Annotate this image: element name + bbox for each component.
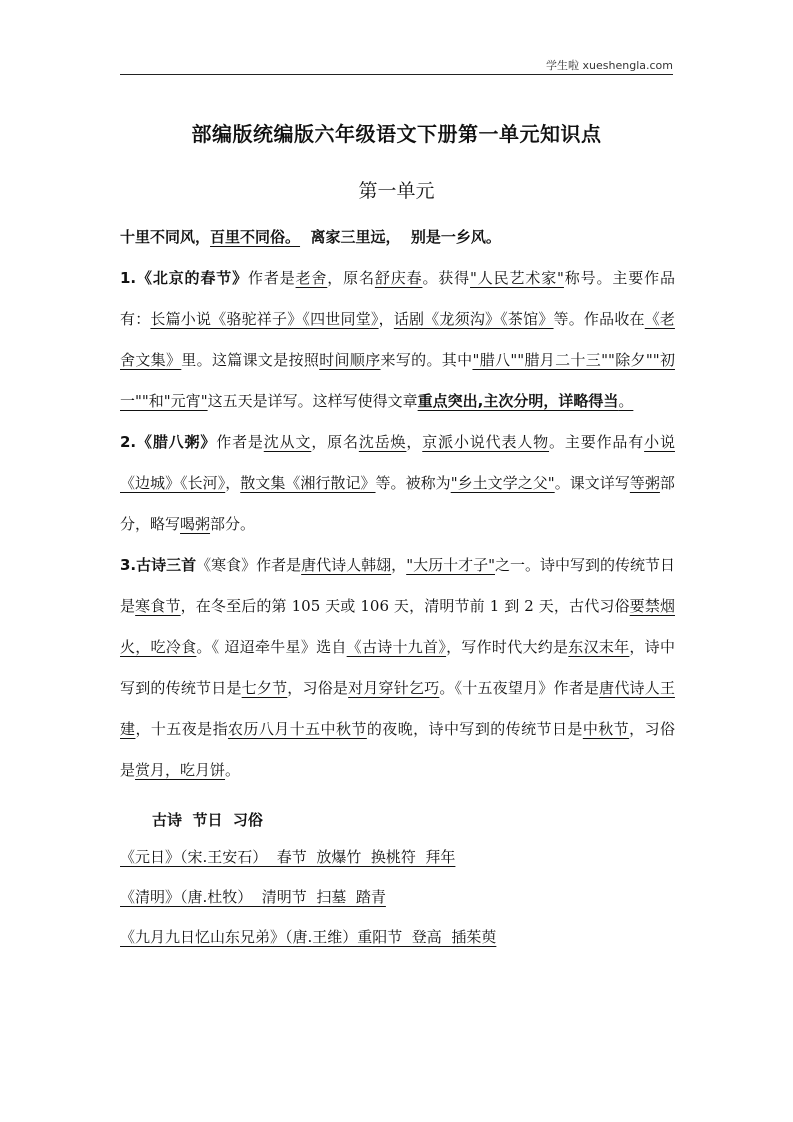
lesson-heading: 2.《腊八粥》: [120, 433, 217, 451]
text: 。: [618, 392, 634, 410]
text: 这五天是详写。这样写使得文章: [207, 392, 418, 410]
key-term: 对月穿针乞巧: [348, 679, 440, 697]
text: ，: [225, 474, 241, 492]
proverb-part: 百里不同俗。: [210, 228, 301, 246]
poem-table-header: 古诗 节日 习俗: [152, 811, 263, 829]
key-term: 《古诗十九首》: [346, 638, 447, 656]
paragraph-three-ancient-poems: [120, 545, 675, 791]
text: 部分，略写: [120, 474, 675, 533]
lesson-heading: 3.古诗三首: [120, 556, 197, 574]
text: ，诗中写到的传统节日是: [120, 638, 675, 697]
key-term: 沈从文: [263, 433, 312, 451]
text: 。《 迢迢牵牛星》选自: [196, 638, 347, 656]
key-term: 等粥: [629, 474, 660, 492]
text: 的夜晚，诗中写到的传统节日是: [366, 720, 583, 738]
text: ，: [406, 433, 423, 451]
document-body: [120, 222, 675, 965]
key-term: 喝粥: [180, 515, 211, 533]
text: ，原名: [311, 433, 359, 451]
text: ，: [378, 310, 394, 328]
key-term: 赏月，吃月饼: [135, 761, 226, 779]
text: 里。这篇课文是按照: [181, 351, 320, 369]
text: 。获得: [422, 269, 471, 287]
key-term: "大历十才子": [406, 556, 495, 574]
key-term: "人民艺术家": [470, 269, 564, 287]
text: 称号。主要作品有：: [120, 269, 675, 328]
key-term: 农历八月十五中秋节: [228, 720, 367, 738]
key-term: 唐代诗人王建: [120, 679, 675, 738]
text: 。: [225, 761, 241, 779]
proverb-part: 离家三里远，: [300, 228, 401, 246]
key-term: 小说《边城》《长河》: [120, 433, 675, 492]
text: 之一。诗中写到的传统节日是: [120, 556, 676, 615]
text: 来写的。其中: [380, 351, 473, 369]
key-term: 京派小说代表人物: [422, 433, 550, 451]
header-divider: [120, 74, 673, 75]
proverb-line: [120, 222, 675, 252]
poem-table-row: [120, 885, 675, 909]
unit-subtitle: 第一单元: [358, 180, 435, 202]
poem-table-row: [120, 845, 675, 869]
key-term: 要禁烟火，吃冷食: [120, 597, 675, 656]
text: 等。作品收在: [553, 310, 645, 328]
key-term: 唐代诗人韩翃: [301, 556, 392, 574]
text: ，习俗是: [287, 679, 349, 697]
text: ，十五夜是指: [135, 720, 228, 738]
key-term: 散文集《湘行散记》: [240, 474, 376, 492]
key-term: 长篇小说《骆驼祥子》《四世同堂》: [150, 310, 379, 328]
paragraph-beijing-spring-festival: [120, 258, 675, 422]
text: 。课文详写: [554, 474, 630, 492]
proverb-part: 十里不同风，: [120, 228, 211, 246]
key-term: "腊八""腊月二十三""除夕""初一""和"元宵": [120, 351, 675, 410]
key-term: 七夕节: [241, 679, 288, 697]
key-term: 舒庆春: [374, 269, 423, 287]
text: 等。被称为: [375, 474, 451, 492]
key-term: 沈岳焕: [358, 433, 407, 451]
key-term: 东汉末年: [568, 638, 630, 656]
poem-table-row: [120, 925, 675, 949]
text: 《寒食》作者是: [196, 556, 302, 574]
key-term: "乡土文学之父": [450, 474, 555, 492]
text: ，写作时代大约是: [446, 638, 569, 656]
text: 作者是: [247, 269, 296, 287]
text: ，原名: [327, 269, 375, 287]
header-site-name: 学生啦 xueshengla.com: [546, 59, 673, 72]
text: ，在冬至后的第 105 天或 106 天，清明节前 1 到 2 天，古代习俗: [180, 597, 630, 615]
poem-row-text: 《九月九日忆山东兄弟》（唐.王维）重阳节 登高 插茱萸: [120, 928, 497, 946]
key-term: 老舍: [295, 269, 328, 287]
key-term: 《老舍文集》: [120, 310, 675, 369]
text: 。主要作品有: [549, 433, 645, 451]
key-term: 重点突出,主次分明，详略得当: [417, 392, 619, 410]
page-title: 部编版统编版六年级语文下册第一单元知识点: [191, 122, 602, 146]
paragraph-laba-porridge: [120, 422, 675, 545]
text: 作者是: [216, 433, 264, 451]
text: ，习俗是: [120, 720, 675, 779]
proverb-part: 别是一乡风。: [400, 228, 501, 246]
poem-row-text: 《元日》（宋.王安石） 春节 放爆竹 换桃符 拜年: [120, 848, 456, 866]
poem-row-text: 《清明》（唐.杜牧） 清明节 扫墓 踏青: [120, 888, 386, 906]
key-term: 中秋节: [582, 720, 630, 738]
lesson-heading: 1.《北京的春节》: [120, 269, 248, 287]
text: 。《十五夜望月》作者是: [439, 679, 600, 697]
text: 部分。: [210, 515, 256, 533]
key-term: 话剧《龙须沟》《茶馆》: [393, 310, 554, 328]
text: ，: [391, 556, 407, 574]
key-term: 寒食节: [135, 597, 181, 615]
key-term: 时间顺序: [319, 351, 381, 369]
